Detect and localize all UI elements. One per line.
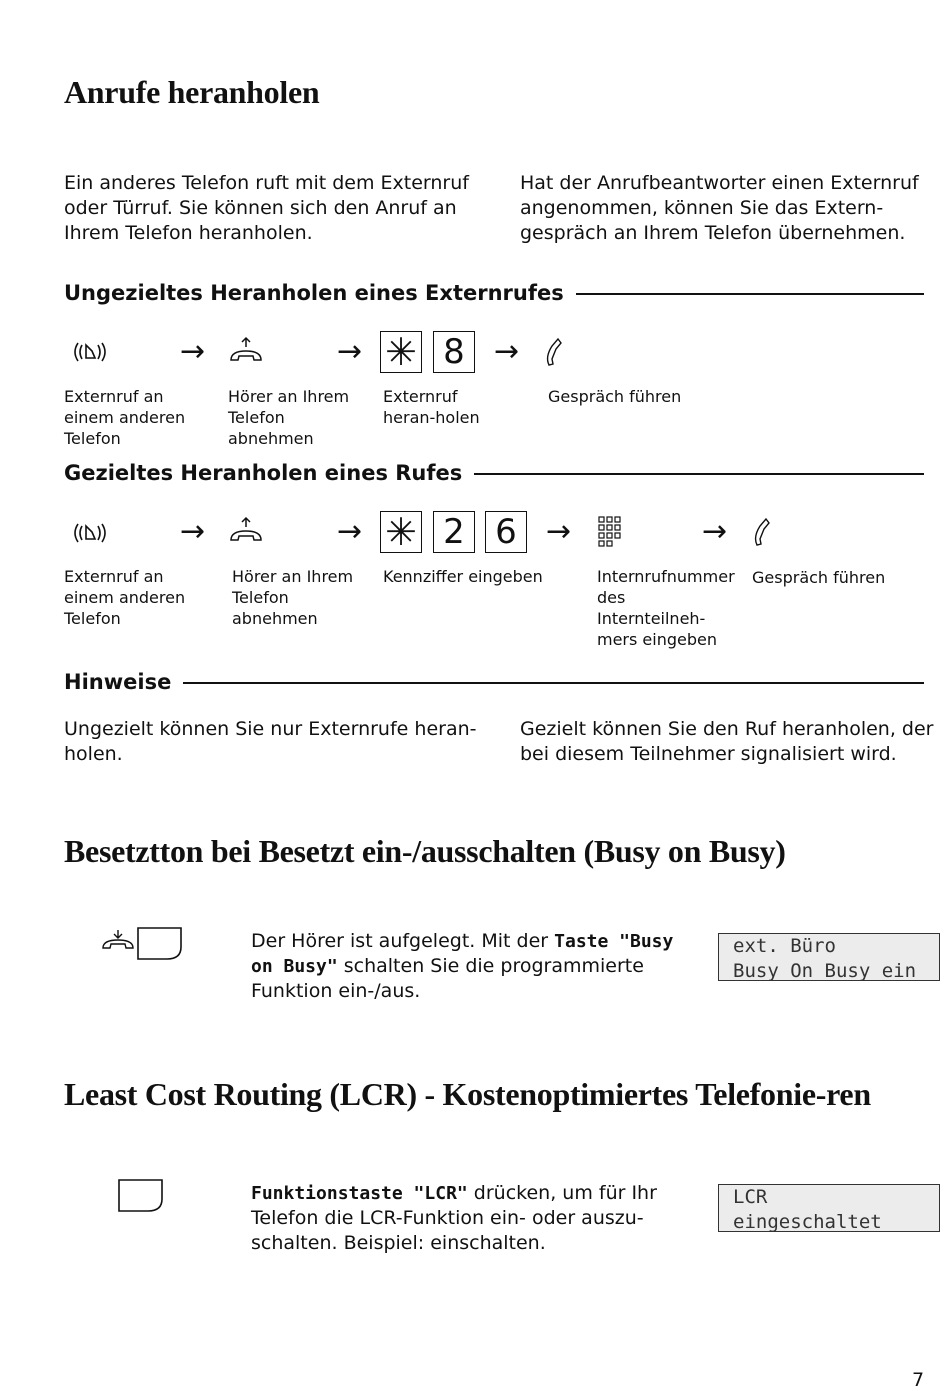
busy-on-busy-title: Besetztton bei Besetzt ein-/ausschalten (Busy on Busy) xyxy=(64,833,786,869)
busy-text-pre: Der Hörer ist aufgelegt. Mit der xyxy=(251,930,555,952)
arrow-icon: → xyxy=(702,514,728,549)
lcr-title: Least Cost Routing (LCR) - Kostenoptimiertes Telefonie-ren xyxy=(64,1076,871,1112)
step-caption: Gespräch führen xyxy=(548,387,682,406)
hang-up-handset-icon xyxy=(100,929,136,951)
step-caption: Hörer an Ihrem Telefon abnehmen xyxy=(228,387,350,448)
key-2: 2 xyxy=(433,511,475,553)
arrow-icon: → xyxy=(337,514,363,549)
lcr-description xyxy=(251,1181,681,1256)
section-heading-untargeted: Ungezieltes Heranholen eines Externrufes xyxy=(64,281,564,305)
step-caption: Externruf an einem anderen Telefon xyxy=(64,567,186,628)
heading-rule xyxy=(474,473,924,475)
heading-rule xyxy=(183,682,924,684)
section-heading-row xyxy=(64,281,924,305)
section-heading-hints: Hinweise xyxy=(64,670,172,694)
step-caption: Internrufnummer des Internteilneh-mers eingeben xyxy=(597,567,735,649)
busy-text-post: schalten Sie die programmierte Funktion ein-/aus. xyxy=(251,955,644,1002)
display-busy-on-busy xyxy=(718,933,940,981)
ringing-phone-icon xyxy=(70,520,110,546)
intro-right-text: Hat der Anrufbeantworter einen Externruf angenommen, können Sie das Extern-gespräch an Ihrem Telefon übernehmen. xyxy=(520,172,919,244)
arrow-icon: → xyxy=(546,514,572,549)
section-heading-targeted: Gezieltes Heranholen eines Rufes xyxy=(64,461,463,485)
key-6: 6 xyxy=(485,511,527,553)
arrow-icon: → xyxy=(180,334,206,369)
display-line-1: LCR xyxy=(733,1186,768,1208)
lcr-key-name: Funktionstaste "LCR" xyxy=(251,1183,468,1204)
section-heading-row xyxy=(64,461,924,485)
function-key-icon xyxy=(137,927,183,961)
step-caption: Kennziffer eingeben xyxy=(383,567,543,586)
ringing-phone-icon xyxy=(70,339,110,365)
page-number: 7 xyxy=(912,1369,925,1391)
display-lcr xyxy=(718,1184,940,1232)
section-heading-row xyxy=(64,670,924,694)
key-8: 8 xyxy=(433,331,475,373)
busy-description xyxy=(251,929,681,1004)
busy-key-name: Taste "Busy on Busy" xyxy=(251,931,674,977)
hint-left-text: Ungezielt können Sie nur Externrufe heran-holen. xyxy=(64,718,477,765)
lift-handset-icon xyxy=(228,336,264,364)
step-caption: Gespräch führen xyxy=(752,568,886,587)
lift-handset-icon xyxy=(228,516,264,544)
key-star: ✳ xyxy=(380,331,422,373)
handset-talk-icon xyxy=(544,337,564,367)
step-caption: Externruf an einem anderen Telefon xyxy=(64,387,186,448)
step-caption: Hörer an Ihrem Telefon abnehmen xyxy=(232,567,354,628)
handset-talk-icon xyxy=(752,517,772,547)
page-title: Anrufe heranholen xyxy=(64,74,320,110)
function-key-icon xyxy=(118,1179,164,1213)
display-line-2: eingeschaltet xyxy=(733,1211,882,1233)
arrow-icon: → xyxy=(180,514,206,549)
step-caption: Externruf heran-holen xyxy=(383,387,480,427)
lcr-text-post: drücken, um für Ihr Telefon die LCR-Funktion ein- oder auszu-schalten. Beispiel: einschalten. xyxy=(251,1182,657,1254)
arrow-icon: → xyxy=(337,334,363,369)
intro-left-text: Ein anderes Telefon ruft mit dem Externruf oder Türruf. Sie können sich den Anruf an Ihrem Telefon heranholen. xyxy=(64,172,469,244)
key-star: ✳ xyxy=(380,511,422,553)
hint-right-text: Gezielt können Sie den Ruf heranholen, der bei diesem Teilnehmer signalisiert wird. xyxy=(520,718,934,765)
arrow-icon: → xyxy=(494,334,520,369)
display-line-2: Busy On Busy ein xyxy=(733,960,917,982)
heading-rule xyxy=(576,293,924,295)
keypad-icon xyxy=(598,516,624,548)
display-line-1: ext. Büro xyxy=(733,935,836,957)
